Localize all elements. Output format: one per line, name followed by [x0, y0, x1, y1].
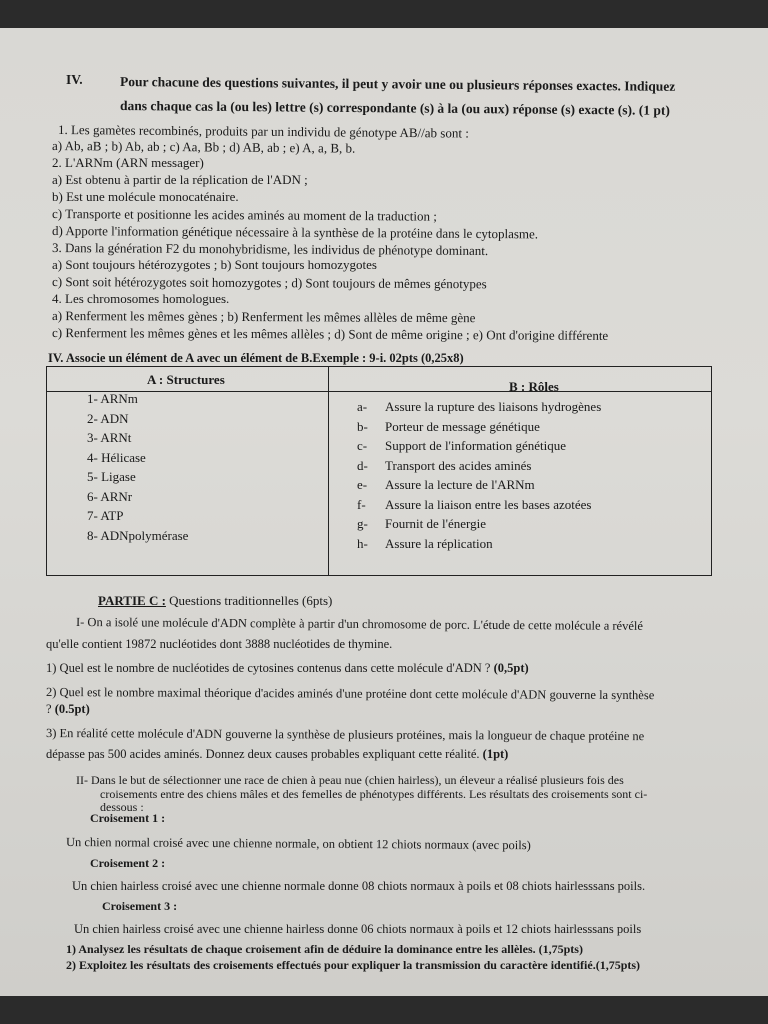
role-text: Fournit de l'énergie	[385, 516, 487, 531]
role-letter: d-	[357, 457, 368, 473]
role-item	[357, 495, 601, 515]
structure-item: 7- ATP	[87, 508, 124, 523]
role-text: Assure la réplication	[385, 535, 493, 551]
role-letter: b-	[357, 418, 368, 434]
part-c-question-3-line-2	[46, 746, 508, 762]
part-c-I-line-1: I- On a isolé une molécule d'ADN complète à partir d'un chromosome de porc. L'étude de cette molécule a révélé	[75, 615, 643, 633]
structure-item: 8- ADNpolymérase	[87, 527, 189, 543]
mcq-question-3-options-cd: c) Sont soit hétérozygotes soit homozygotes ; d) Sont toujours de mêmes génotypes	[51, 274, 487, 292]
mcq-question-4-options-ab: a) Renferment les mêmes gènes ; b) Renferment les mêmes allèles de même gène	[51, 308, 476, 326]
table-divider-vertical	[328, 367, 329, 575]
structure-item: 3- ARNt	[87, 430, 132, 445]
mcq-question-2-option-a: a) Est obtenu à partir de la réplication de l'ADN ;	[52, 172, 308, 187]
header-structures: A : Structures	[147, 372, 225, 387]
header-roles: B : Rôles	[509, 379, 559, 394]
structures-list	[87, 389, 188, 545]
role-text: Transport des acides aminés	[385, 457, 532, 473]
cross-2-text: Un chien hairless croisé avec une chienne normale donne 08 chiots normaux à poils et 08 chiots hairlesssans poils.	[72, 879, 646, 893]
mcq-question-2: 2. L'ARNm (ARN messager)	[52, 155, 204, 170]
part-c-question-3-line-1: 3) En réalité cette molécule d'ADN gouverne la synthèse de plusieurs protéines, mais la longueur de chaque protéine ne	[45, 726, 645, 744]
role-item	[357, 456, 601, 476]
instruction-line-1: Pour chacune des questions suivantes, il peut y avoir une ou plusieurs réponses exactes. Indiquez	[119, 74, 676, 94]
role-letter: e-	[357, 477, 368, 492]
role-letter: f-	[357, 496, 366, 512]
task-1: 1) Analysez les résultats de chaque croisement afin de déduire la dominance entre les allèles. (1,75pts)	[66, 942, 583, 956]
task-2: 2) Exploitez les résultats des croisements effectués pour expliquer la transmission du caractère identifié.(1,75pts)	[66, 958, 641, 972]
cross-3-label: Croisement 3 :	[102, 899, 178, 913]
role-text: Support de l'information génétique	[385, 438, 567, 453]
role-text: Assure la rupture des liaisons hydrogènes	[385, 399, 602, 414]
role-item	[357, 397, 601, 417]
instruction-line-2: dans chaque cas la (ou les) lettre (s) correspondante (s) à la (ou aux) réponse (s) exacte (s). (1 pt)	[119, 98, 671, 118]
structure-item: 6- ARNr	[87, 488, 133, 504]
part-c-II-line-1: II- Dans le but de sélectionner une race de chien à peau nue (chien hairless), un éleveur a réalisé plusieurs fois des	[76, 773, 624, 787]
role-item	[357, 417, 601, 437]
cross-3-text: Un chien hairless croisé avec une chienne hairless donne 06 chiots normaux à poils et 12 chiots hairlesssans poils	[74, 922, 642, 936]
mcq-question-2-option-d: d) Apporte l'information génétique nécessaire à la synthèse de la protéine dans le cytoplasme.	[51, 223, 539, 242]
question-2-cont-text: ?	[46, 702, 52, 716]
cross-2-label: Croisement 2 :	[90, 856, 166, 870]
role-letter: h-	[357, 535, 368, 551]
structure-item: 1- ARNm	[87, 391, 138, 406]
mcq-question-3-options-ab: a) Sont toujours hétérozygotes ; b) Sont toujours homozygotes	[52, 257, 377, 272]
cross-1-label: Croisement 1 :	[90, 811, 166, 825]
mcq-question-4-options-cde: c) Renferment les mêmes gènes et les mêmes allèles ; d) Sont de même origine ; e) Ont d'origine différente	[51, 325, 609, 343]
matching-title: IV. Associe un élément de A avec un élément de B.Exemple : 9-i. 02pts (0,25x8)	[48, 351, 464, 365]
exam-page	[0, 28, 768, 996]
question-2-points: (0.5pt)	[54, 702, 90, 716]
part-c-question-2-cont	[46, 701, 90, 717]
mcq-question-4: 4. Les chromosomes homologues.	[52, 291, 230, 306]
roles-list	[357, 397, 601, 553]
part-c-II-line-3: dessous :	[100, 800, 144, 814]
role-text: Porteur de message génétique	[385, 418, 540, 434]
role-text: Assure la liaison entre les bases azotées	[385, 496, 592, 512]
partie-c-label: PARTIE C :	[98, 593, 166, 608]
partie-c-heading	[98, 593, 332, 609]
structure-item: 2- ADN	[87, 410, 129, 426]
role-item	[357, 436, 601, 456]
partie-c-subtitle: Questions traditionnelles (6pts)	[165, 593, 333, 608]
matching-table	[46, 366, 712, 576]
question-3-text: dépasse pas 500 acides aminés. Donnez deux causes probables expliquant cette réalité.	[46, 747, 480, 761]
part-c-I-line-2: qu'elle contient 19872 nucléotides dont 3888 nucléotides de thymine.	[46, 637, 393, 651]
mcq-question-1: 1. Les gamètes recombinés, produits par un individu de génotype AB//ab sont :	[57, 122, 469, 141]
mcq-question-3: 3. Dans la génération F2 du monohybridisme, les individus de phénotype dominant.	[51, 240, 489, 259]
role-item	[357, 475, 601, 495]
mcq-question-2-option-c: c) Transporte et positionne les acides aminés au moment de la traduction ;	[51, 206, 437, 224]
role-item	[357, 514, 601, 534]
exercise-number: IV.	[66, 72, 83, 87]
role-letter: a-	[357, 399, 368, 414]
part-c-II-line-2: croisements entre des chiens mâles et des femelles de phénotypes différents. Les résultats des croisements sont ci-	[100, 787, 648, 801]
role-letter: g-	[357, 516, 368, 531]
structure-item: 4- Hélicase	[87, 449, 146, 465]
question-1-text: 1) Quel est le nombre de nucléotides de cytosines contenus dans cette molécule d'ADN ?	[46, 661, 491, 675]
role-letter: c-	[357, 438, 368, 453]
question-3-points: (1pt)	[482, 747, 509, 761]
part-c-question-1	[46, 660, 529, 676]
role-text: Assure la lecture de l'ARNm	[385, 477, 535, 492]
role-item	[357, 534, 601, 554]
mcq-question-1-options: a) Ab, aB ; b) Ab, ab ; c) Aa, Bb ; d) AB, ab ; e) A, a, B, b.	[51, 138, 356, 156]
cross-1-text: Un chien normal croisé avec une chienne normale, on obtient 12 chiots normaux (avec poils)	[65, 835, 531, 853]
part-c-question-2: 2) Quel est le nombre maximal théorique d'acides aminés d'une protéine dont cette molécule d'ADN gouverne la synthèse	[45, 685, 655, 703]
structure-item: 5- Ligase	[87, 469, 136, 484]
question-1-points: (0,5pt)	[493, 661, 529, 675]
mcq-question-2-option-b: b) Est une molécule monocaténaire.	[52, 189, 239, 204]
